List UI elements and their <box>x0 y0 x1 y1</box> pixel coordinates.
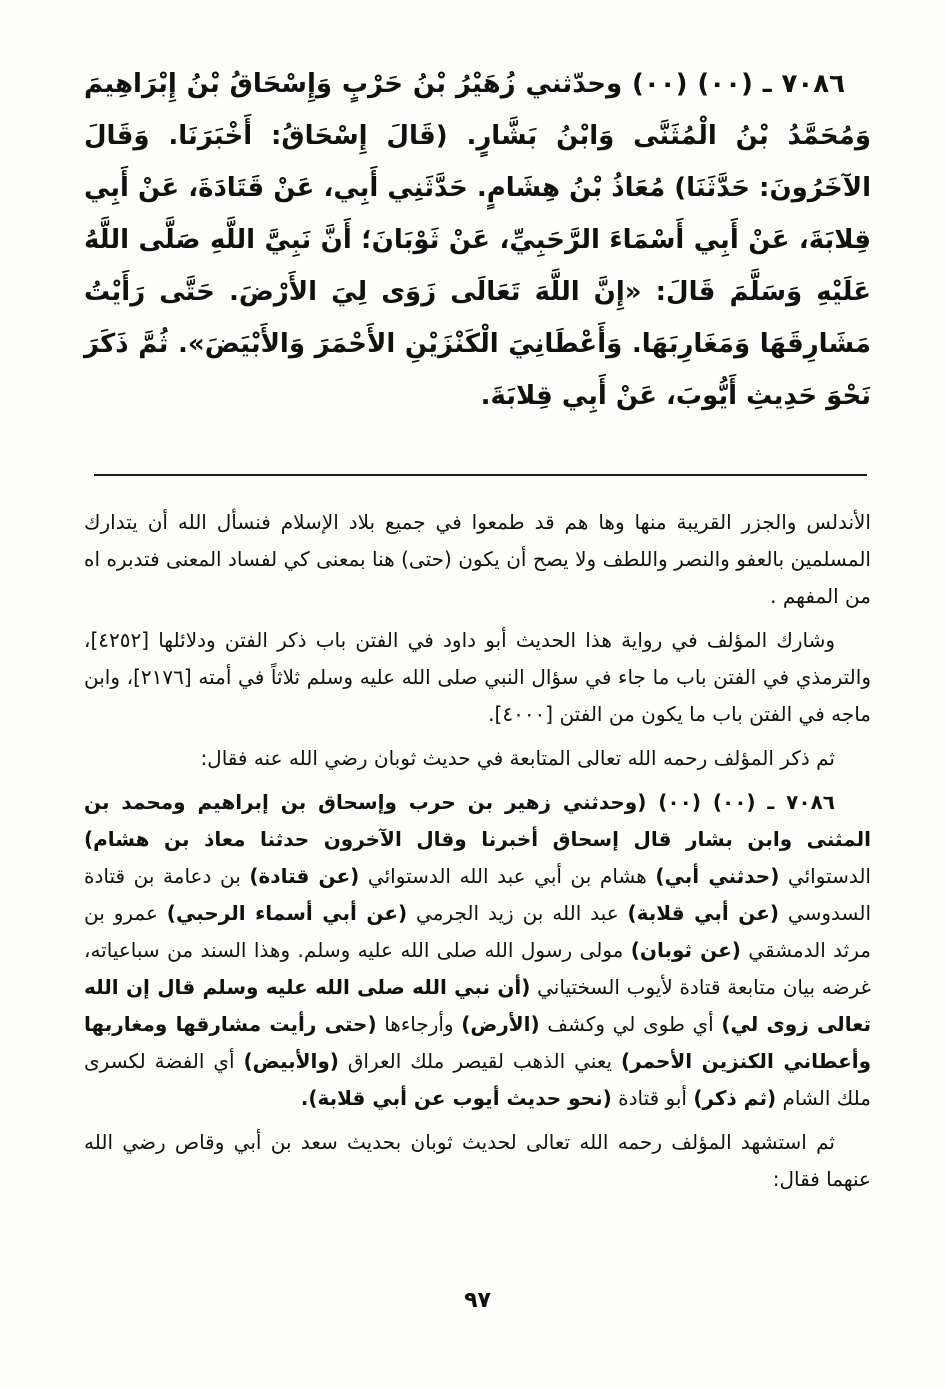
commentary-run: أي طوى لي وكشف <box>539 1012 722 1036</box>
commentary-run: أبو قتادة <box>611 1086 694 1110</box>
commentary-run-bold: (ثم ذكر) <box>693 1086 777 1110</box>
commentary-run: هشام بن أبي عبد الله الدستوائي <box>359 864 656 888</box>
commentary-paragraph <box>84 504 871 615</box>
commentary-run: ثم استشهد المؤلف رحمه الله تعالى لحديث ثوبان بحديث سعد بن أبي وقاص رضي الله عنهما فقال: <box>84 1130 871 1191</box>
commentary-run: أي الفضة لكسرى ملك الشام <box>84 1049 871 1110</box>
commentary-run-bold: (حدثني أبي) <box>655 864 780 888</box>
commentary-paragraph <box>84 1124 871 1198</box>
commentary-paragraph <box>84 784 871 1117</box>
commentary-run: مولى رسول الله صلى الله عليه وسلم. وهذا السند من سباعياته، غرضه بيان متابعة قتادة لأيوب السختياني <box>84 938 871 999</box>
commentary-run-bold: (الأرض) <box>461 1012 540 1036</box>
commentary-run: الأندلس والجزر القريبة منها وها هم قد طمعوا في جميع بلاد الإسلام فنسأل الله أن يتدارك المسلمين بالعفو والنصر واللطف ولا يصح أن يكون (حتى) هنا بمعنى كي لفساد المعنى فتدبره اه من المفهم . <box>84 510 871 608</box>
commentary-run: ثم ذكر المؤلف رحمه الله تعالى المتابعة في حديث ثوبان رضي الله عنه فقال: <box>200 746 835 770</box>
page-number: ٩٧ <box>464 1288 491 1313</box>
hadith-text: ٧٠٨٦ ـ (٠٠) (٠٠) وحدّثني زُهَيْرُ بْنُ حَرْبٍ وَإِسْحَاقُ بْنُ إِبْرَاهِيمَ وَمُحَمَّدُ بْنُ الْمُثَنَّى وَابْنُ بَشَّارٍ. (قَالَ إِسْحَاقُ: أَخْبَرَنَا. وَقَالَ الآخَرُونَ: حَدَّثَنَا) مُعَاذُ بْنُ هِشَامٍ. حَدَّثَنِي أَبِي، عَنْ قَتَادَةَ، عَنْ أَبِي قِلابَةَ، عَنْ أَبِي أَسْمَاءَ الرَّحَبِيِّ، عَنْ ثَوْبَانَ؛ أَنَّ نَبِيَّ اللَّهِ صَلَّى اللَّهُ عَلَيْهِ وَسَلَّمَ قَالَ: «إِنَّ اللَّهَ تَعَالَى زَوَى لِيَ الأَرْضَ. حَتَّى رَأَيْتُ مَشَارِقَهَا وَمَغَارِبَهَا. وَأَعْطَانِيَ الْكَنْزَيْنِ الأَحْمَرَ وَالأَبْيَضَ». ثُمَّ ذَكَرَ نَحْوَ حَدِيثِ أَيُّوبَ، عَنْ أَبِي قِلابَةَ. <box>83 69 871 411</box>
commentary-run-bold: (أن نبي الله صلى الله عليه وسلم قال إن الله تعالى زوى لي) <box>84 975 872 1036</box>
commentary-run-bold: (والأبيض) <box>243 1049 339 1073</box>
commentary <box>84 504 871 1205</box>
commentary-run-bold: (عن ثوبان) <box>630 938 741 962</box>
commentary-run: وشارك المؤلف في رواية هذا الحديث أبو داود في الفتن باب ذكر الفتن ودلائلها [٤٢٥٢]، والترمذي في الفتن باب ما جاء في سؤال النبي صلى الله عليه وسلم ثلاثاً في أمته [٢١٧٦]، وابن ماجه في الفتن باب ما يكون من الفتن [٤٠٠٠]. <box>84 628 871 726</box>
commentary-run-bold: ٧٠٨٦ ـ (٠٠) (٠٠) (وحدثني زهير بن حرب وإسحاق بن إبراهيم ومحمد بن المثنى وابن بشار قال إسحاق أخبرنا وقال الآخرون حدثنا معاذ بن هشام) <box>84 790 871 851</box>
commentary-run: الدستوائي <box>779 864 871 888</box>
commentary-run: عبد الله بن زيد الجرمي <box>407 901 628 925</box>
commentary-run: عمرو بن مرثد الدمشقي <box>84 901 871 962</box>
commentary-run: وأرجاءها <box>376 1012 462 1036</box>
commentary-run: بن دعامة بن قتادة السدوسي <box>84 864 871 925</box>
commentary-run-bold: (عن أبي أسماء الرحبي) <box>166 901 408 925</box>
page-footer <box>84 1288 871 1387</box>
commentary-run-bold: (نحو حديث أيوب عن أبي قلابة). <box>300 1086 612 1110</box>
footnote-separator <box>94 474 867 476</box>
commentary-run: يعني الذهب لقيصر ملك العراق <box>338 1049 621 1073</box>
commentary-paragraph <box>84 740 871 777</box>
commentary-run-bold: (عن أبي قلابة) <box>627 901 780 925</box>
commentary-paragraph <box>84 622 871 733</box>
commentary-run-bold: (عن قتادة) <box>249 864 360 888</box>
commentary-run-bold: (حتى رأيت مشارقها ومغاربها وأعطاني الكنزين الأحمر) <box>84 1012 872 1073</box>
